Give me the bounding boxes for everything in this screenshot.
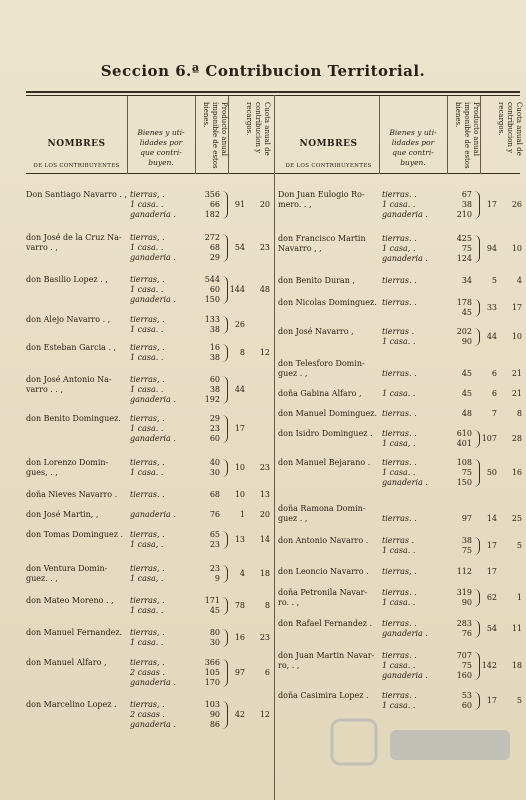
cuota-fraction: 8 [264,601,270,610]
table-row [26,414,273,444]
cuota-integer: 5 [491,276,497,285]
product-values: 80 30 [209,628,220,647]
property-kinds: tierras. . [382,298,417,307]
contributor-name: doña Nieves Navarro . [26,490,118,499]
brace [473,652,480,680]
contributor-name: doña Gabina Alfaro , [278,389,362,398]
contributor-name: don Marcelino Lopez . [26,700,117,709]
product-values: 34 [461,276,472,285]
product-values: 38 75 [461,536,472,555]
product-values: 171 45 [204,596,220,615]
property-kinds: tierras. . 1 casa. . ganaderia . [382,651,428,680]
property-kinds: tierras, . 1 casa. . [130,596,165,615]
brace [221,344,228,362]
brace [221,191,228,219]
contributor-name: don José de la Cruz Na- varro . , [26,233,122,252]
header-producto: Producto anual imponible de estos bienes. [202,102,228,169]
product-values: 108 75 150 [456,458,472,487]
cuota-fraction: 20 [259,200,270,209]
cuota-fraction: 5 [516,696,522,705]
table-row [278,234,525,264]
product-values: 544 60 150 [204,275,220,304]
table-row [26,458,273,478]
property-kinds: tierras, . 1 casa, . [130,530,165,549]
brace [221,629,228,647]
cuota-fraction: 25 [511,514,522,523]
cuota-integer: 62 [486,593,497,602]
header-recargos: Cuota anual de contribucion y recargos. [245,102,271,156]
table-row [26,315,273,335]
table-row [278,190,525,220]
contributor-name: don Benito Dominguez. [26,414,121,423]
contributor-name: don Telesforo Domin- guez . , [278,359,365,378]
product-values: 103 90 86 [204,700,220,729]
contributor-name: don Manuel Fernandez. [26,628,123,637]
cuota-fraction: 20 [259,510,270,519]
cuota-integer: 107 [481,434,497,443]
col-sep [480,96,481,174]
contributor-name: don José Navarro , [278,327,354,336]
cuota-integer: 97 [234,668,245,677]
cuota-fraction: 4 [516,276,522,285]
property-kinds: tierras, . 1 casa. . [130,343,165,362]
contributor-name: don Benito Duran , [278,276,355,285]
cuota-integer: 6 [491,369,497,378]
product-values: 16 38 [209,343,220,362]
table-row [278,276,525,286]
header-names: NOMBRES [47,139,106,149]
table-row [26,530,273,550]
cuota-integer: 4 [239,569,245,578]
cuota-fraction: 23 [259,633,270,642]
contributor-name: don Rafael Fernandez . [278,619,373,628]
cuota-integer: 7 [491,409,497,418]
header-names: NOMBRES [299,139,358,149]
cuota-integer: 16 [234,633,245,642]
property-kinds: tierras, . 1 casa. . ganaderia . [130,375,176,404]
property-kinds: tierras, . 1 casa. . [130,628,165,647]
cuota-integer: 10 [234,490,245,499]
product-values: 178 45 [456,298,472,317]
property-kinds: tierras, . 1 casa. . ganaderia . [130,233,176,262]
cuota-fraction: 10 [511,332,522,341]
product-values: 319 90 [456,588,472,607]
table-row [278,504,525,524]
product-values: 283 76 [456,619,472,638]
contributor-name: doña Casimira Lopez . [278,691,369,700]
brace [221,597,228,615]
col-sep [379,96,380,174]
contributor-name: don José Martin, , [26,510,99,519]
table-row [278,567,525,577]
cuota-integer: 142 [481,661,497,670]
property-kinds: tierras. . 1 casa. . ganaderia . [382,190,428,219]
table-row [26,190,273,220]
left-table [26,0,273,800]
contributor-name: don Manuel Bejarano . [278,458,371,467]
table-row [26,375,273,405]
contributor-name: don Manuel Dominguez. [278,409,378,418]
brace [473,328,480,346]
table-row [26,343,273,363]
property-kinds: tierras. . [382,369,417,378]
cuota-fraction: 13 [259,490,270,499]
property-kinds: tierras . 1 casa. . [382,327,416,346]
cuota-fraction: 28 [511,434,522,443]
table-row [278,429,525,449]
property-kinds: ganaderia . [130,510,176,519]
contributor-name: don Lorenzo Domin- gues, . , [26,458,109,477]
property-kinds: tierras, . 2 casas . ganaderia . [130,700,176,729]
product-values: 272 68 29 [204,233,220,262]
header-contrib: DE LOS CONTRIBUYENTES [285,163,372,169]
table-row [278,389,525,399]
contributor-name: doña Petronila Navar- ro. . , [278,588,368,607]
brace [473,299,480,317]
property-kinds: tierras. . ganaderia . [382,619,428,638]
cuota-fraction: 14 [259,535,270,544]
page-title: Seccion 6.ª Contribucion Territorial. [100,62,426,80]
cuota-integer: 10 [234,463,245,472]
product-values: 97 [461,514,472,523]
property-kinds: tierras, . 1 casa. . ganaderia . [130,190,176,219]
cuota-integer: 44 [234,385,245,394]
contributor-name: don Nicolas Dominguez. [278,298,377,307]
property-kinds: tierras . 1 casa. . [382,536,416,555]
table-row [26,700,273,730]
cuota-integer: 44 [486,332,497,341]
cuota-integer: 17 [486,567,497,576]
contributor-name: Don Juan Eulogio Ro- mero. . , [278,190,365,209]
property-kinds: tierras. . 1 casa, . [382,429,417,448]
table-row [278,619,525,639]
product-values: 68 [209,490,220,499]
brace [221,659,228,687]
brace [473,191,480,219]
cuota-integer: 17 [486,200,497,209]
brace [221,459,228,477]
brace [473,620,480,638]
cuota-fraction: 12 [259,348,270,357]
cuota-integer: 54 [234,243,245,252]
property-kinds: tierras. . 1 casa. . ganaderia . [382,458,428,487]
brace [473,537,480,555]
table-row [26,628,273,648]
contributor-name: don Mateo Moreno . , [26,596,114,605]
cuota-fraction: 10 [511,244,522,253]
header-recargos: Cuota anual de contribucion y recargos. [497,102,523,156]
brace [473,235,480,263]
contributor-name: don Leoncio Navarro . [278,567,369,576]
product-values: 48 [461,409,472,418]
property-kinds: tierras, . [382,567,417,576]
center-divider [274,95,275,800]
product-values: 366 105 170 [204,658,220,687]
property-kinds: tierras. . [382,409,417,418]
cuota-integer: 8 [239,348,245,357]
property-kinds: tierras, . 2 casas . ganaderia . [130,658,176,687]
col-sep [228,96,229,174]
cuota-fraction: 16 [511,468,522,477]
product-values: 202 90 [456,327,472,346]
table-row [278,691,525,711]
contributor-name: don Ventura Domin- guez. . , [26,564,108,583]
table-row [26,490,273,500]
brace [473,430,480,448]
brace [473,692,480,710]
cuota-fraction: 18 [511,661,522,670]
property-kinds: tierras, . 1 casa, . [130,564,165,583]
contributor-name: doña Ramona Domin- guez . , [278,504,366,523]
table-row [278,298,525,318]
cuota-integer: 17 [486,541,497,550]
brace [221,276,228,304]
cuota-integer: 33 [486,303,497,312]
table-row [26,510,273,520]
product-values: 707 75 160 [456,651,472,680]
cuota-integer: 1 [239,510,245,519]
brace [221,316,228,334]
property-kinds: tierras, . 1 casa. . [130,458,165,477]
cuota-fraction: 6 [264,668,270,677]
table-row [278,651,525,681]
cuota-integer: 94 [486,244,497,253]
product-values: 53 60 [461,691,472,710]
cuota-integer: 26 [234,320,245,329]
cuota-integer: 54 [486,624,497,633]
cuota-fraction: 26 [511,200,522,209]
cuota-fraction: 8 [516,409,522,418]
product-values: 60 38 192 [204,375,220,404]
product-values: 425 75 124 [456,234,472,263]
header-bienes: Bienes y uti- lidades por que contri- buyen. [389,128,437,167]
property-kinds: tierras, . 1 casa. . [130,315,165,334]
cuota-fraction: 1 [516,593,522,602]
brace [221,415,228,443]
cuota-integer: 17 [234,424,245,433]
cuota-integer: 144 [229,285,245,294]
cuota-integer: 17 [486,696,497,705]
contributor-name: don Alejo Navarro . , [26,315,111,324]
contributor-name: don Esteban Garcia . , [26,343,117,352]
product-values: 76 [209,510,220,519]
cuota-integer: 42 [234,710,245,719]
product-values: 23 9 [209,564,220,583]
product-values: 65 23 [209,530,220,549]
property-kinds: 1 casa. . [382,389,416,398]
table-row [26,658,273,688]
cuota-fraction: 17 [511,303,522,312]
cuota-fraction: 5 [516,541,522,550]
table-row [26,233,273,263]
contributor-name: Don Santiago Navarro . , [26,190,128,199]
contributor-name: don Francisco Martin Navarro , , [278,234,366,253]
cuota-fraction: 23 [259,463,270,472]
product-values: 67 38 210 [456,190,472,219]
table-row [278,327,525,347]
product-values: 133 38 [204,315,220,334]
cuota-fraction: 23 [259,243,270,252]
table-row [26,596,273,616]
brace [221,565,228,583]
cuota-fraction: 48 [259,285,270,294]
cuota-fraction: 21 [511,369,522,378]
col-sep [195,96,196,174]
property-kinds: tierras. . 1 casa. . [382,691,417,710]
property-kinds: tierras, . 1 casa. . ganaderia . [130,275,176,304]
property-kinds: tierras, . 1 casa. . ganaderia . [130,414,176,443]
contributor-name: don Basilio Lopez . , [26,275,108,284]
product-values: 45 [461,389,472,398]
table-row [278,536,525,556]
cuota-integer: 91 [234,200,245,209]
brace [473,459,480,487]
right-table [278,0,525,800]
brace [221,376,228,404]
header-producto: Producto anual imponible de estos bienes. [454,102,480,169]
product-values: 40 30 [209,458,220,477]
contributor-name: don Tomas Dominguez . [26,530,124,539]
brace [473,589,480,607]
cuota-fraction: 18 [259,569,270,578]
property-kinds: tierras. . 1 casa, . ganaderia . [382,234,428,263]
table-row [278,359,525,379]
brace [221,701,228,729]
property-kinds: tierras. . [382,276,417,285]
cuota-fraction: 11 [511,624,522,633]
table-row [26,275,273,305]
cuota-fraction: 21 [511,389,522,398]
property-kinds: tierras. . [130,490,165,499]
property-kinds: tierras. . [382,514,417,523]
table-row [278,409,525,419]
table-row [278,588,525,608]
contributor-name: don Isidro Dominguez . [278,429,373,438]
cuota-fraction: 12 [259,710,270,719]
product-values: 356 66 182 [204,190,220,219]
header-contrib: DE LOS CONTRIBUYENTES [33,163,120,169]
header-bienes: Bienes y uti- lidades por que contri- buyen. [137,128,185,167]
contributor-name: don José Antonio Na- varro . . , [26,375,112,394]
property-kinds: tierras. . 1 casa. . [382,588,417,607]
cuota-integer: 13 [234,535,245,544]
product-values: 29 23 60 [209,414,220,443]
col-sep [447,96,448,174]
table-row [26,564,273,584]
cuota-integer: 6 [491,389,497,398]
cuota-integer: 50 [486,468,497,477]
product-values: 610 401 [456,429,472,448]
table-row [278,458,525,488]
contributor-name: don Manuel Alfaro , [26,658,107,667]
col-sep [127,96,128,174]
contributor-name: don Antonio Navarro . [278,536,369,545]
brace [221,531,228,549]
product-values: 112 [456,567,472,576]
cuota-integer: 14 [486,514,497,523]
brace [221,234,228,262]
contributor-name: don Juan Martin Navar- ro, . , [278,651,375,670]
product-values: 45 [461,369,472,378]
cuota-integer: 78 [234,601,245,610]
